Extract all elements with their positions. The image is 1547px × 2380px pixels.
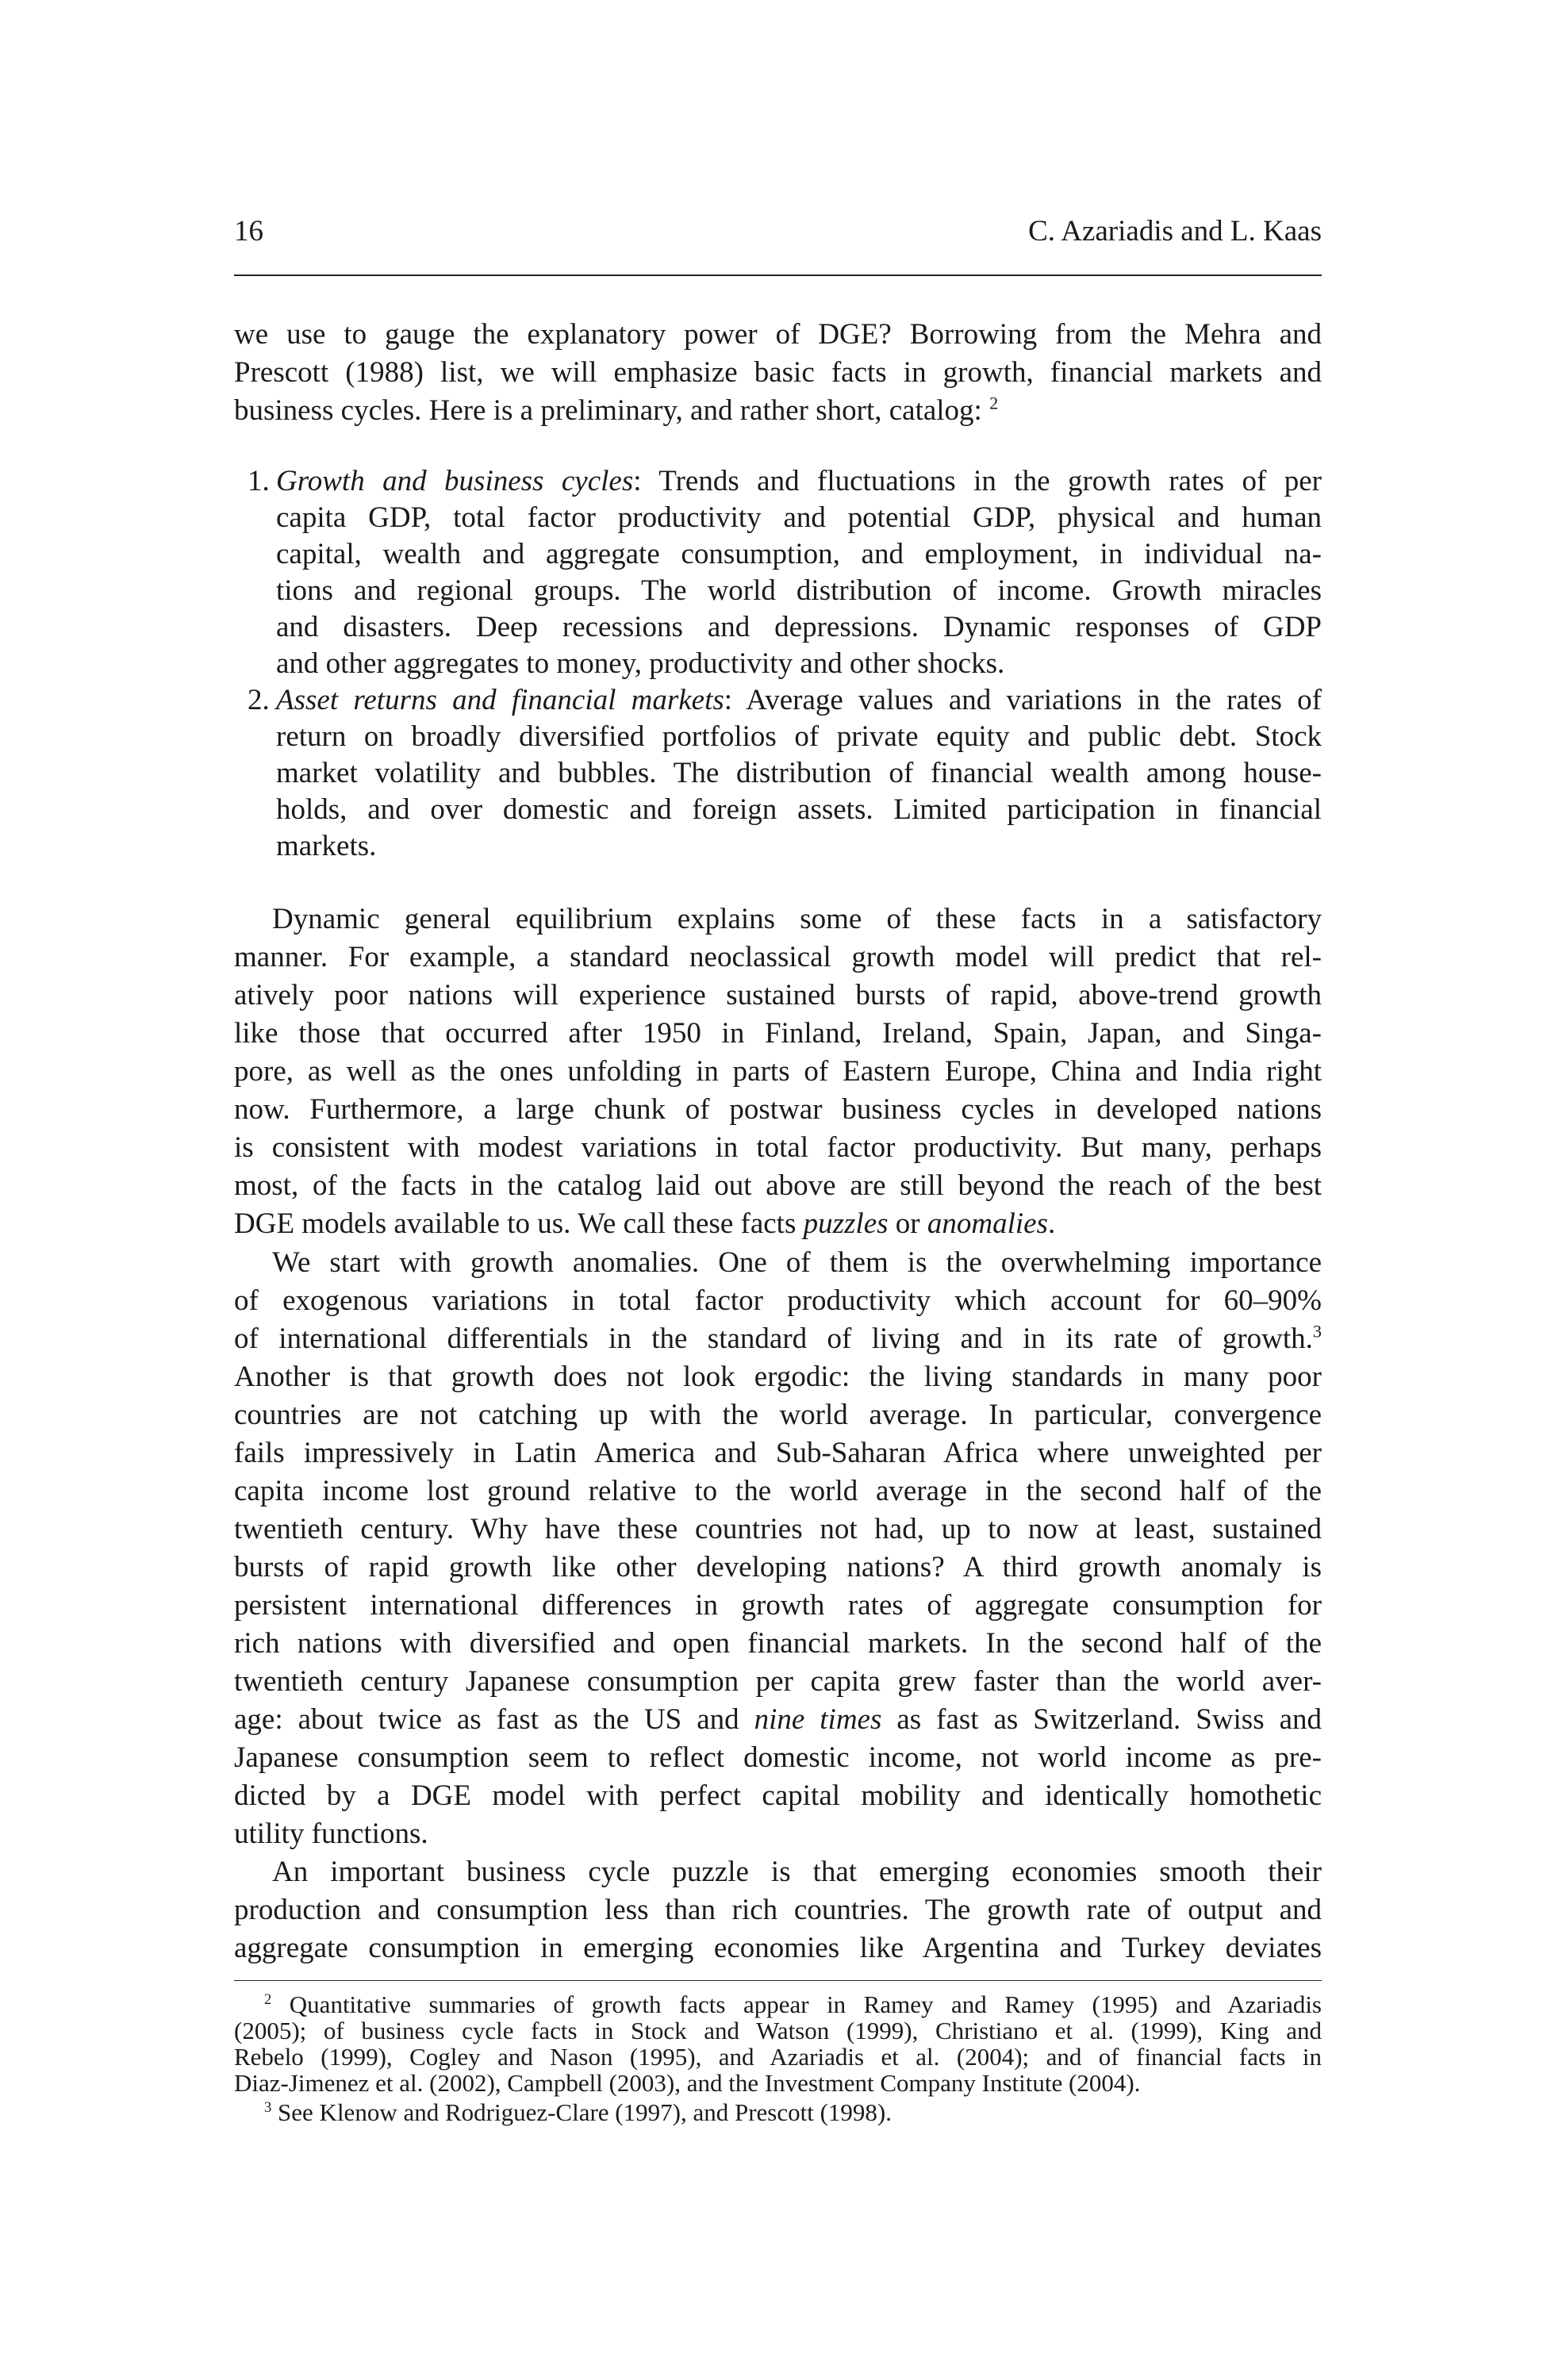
text-line: we use to gauge the explanatory power of DGE? Borrowing from the Mehra and	[234, 318, 1322, 351]
list-number: 1.	[248, 465, 270, 497]
text-segment: business cycles. Here is a preliminary, and rather short, catalog:	[234, 394, 990, 427]
text-line: atively poor nations will experience sustained bursts of rapid, above-trend growth	[234, 979, 1322, 1012]
text-line: holds, and over domestic and foreign assets. Limited participation in financial	[276, 793, 1322, 826]
text-line: We start with growth anomalies. One of them is the overwhelming importance	[272, 1246, 1322, 1279]
list-item-asset-returns	[248, 682, 1322, 865]
text-line: of exogenous variations in total factor productivity which account for 60–90%	[234, 1284, 1322, 1317]
text-line: bursts of rapid growth like other developing nations? A third growth anomaly is	[234, 1551, 1322, 1583]
text-segment: See Klenow and Rodriguez-Clare (1997), and Prescott (1998).	[271, 2098, 892, 2126]
text-line	[276, 682, 1322, 719]
text-segment: or	[888, 1207, 927, 1240]
footnote-rule	[234, 1980, 1322, 1981]
text-line: aggregate consumption in emerging economies like Argentina and Turkey deviates	[234, 1932, 1322, 1964]
italic-text: Growth and business cycles	[276, 465, 634, 497]
text-segment: of international differentials in the standard of living and in its rate of growth.	[234, 1322, 1313, 1355]
text-line: and disasters. Deep recessions and depressions. Dynamic responses of GDP	[276, 611, 1322, 643]
text-line	[234, 1320, 1322, 1358]
text-segment: Quantitative summaries of growth facts appear in Ramey and Ramey (1995) and Azariadis	[271, 1990, 1322, 2018]
text-line: markets.	[276, 830, 377, 862]
text-line: most, of the facts in the catalog laid out above are still beyond the reach of the best	[234, 1169, 1322, 1202]
text-line: Diaz-Jimenez et al. (2002), Campbell (2003), and the Investment Company Institute (2004).	[234, 2069, 1141, 2097]
text-line: market volatility and bubbles. The distribution of financial wealth among house-	[276, 757, 1322, 789]
text-line: (2005); of business cycle facts in Stock and Watson (1999), Christiano et al. (1999), King and	[234, 2017, 1322, 2044]
paragraph-dynamic-equilibrium	[234, 900, 1322, 1243]
running-header-authors: C. Azariadis and L. Kaas	[1028, 215, 1322, 248]
text-line: pore, as well as the ones unfolding in parts of Eastern Europe, China and India right	[234, 1055, 1322, 1088]
paragraph-growth-anomalies	[234, 1244, 1322, 1853]
text-line: and other aggregates to money, productivity and other shocks.	[276, 647, 1005, 680]
text-line	[276, 463, 1322, 500]
text-line: fails impressively in Latin America and Sub-Saharan Africa where unweighted per	[234, 1437, 1322, 1469]
text-line: twentieth century Japanese consumption per capita grew faster than the world aver-	[234, 1665, 1322, 1698]
text-line	[234, 1205, 1322, 1243]
footnote-marker: 3	[1312, 1321, 1322, 1342]
italic-text: anomalies	[927, 1207, 1048, 1240]
header-rule	[234, 274, 1322, 276]
paragraph-business-cycle-puzzle	[234, 1853, 1322, 1967]
footnote-marker: 3	[264, 2098, 272, 2116]
text-segment: .	[1047, 1207, 1056, 1240]
text-line: rich nations with diversified and open financial markets. In the second half of the	[234, 1627, 1322, 1660]
text-line: production and consumption less than rich countries. The growth rate of output and	[234, 1894, 1322, 1926]
text-line: twentieth century. Why have these countries not had, up to now at least, sustained	[234, 1513, 1322, 1545]
italic-text: Asset returns and financial markets	[276, 684, 724, 716]
text-line: Japanese consumption seem to reflect domestic income, not world income as pre-	[234, 1741, 1322, 1774]
text-line	[234, 1991, 1322, 2017]
text-line: persistent international differences in growth rates of aggregate consumption for	[234, 1589, 1322, 1622]
text-line: return on broadly diversified portfolios of private equity and public debt. Stock	[276, 720, 1322, 753]
page-number: 16	[234, 215, 263, 248]
text-line: manner. For example, a standard neoclassical growth model will predict that rel-	[234, 941, 1322, 973]
footnote-marker: 2	[989, 393, 999, 413]
italic-text: nine times	[754, 1703, 882, 1736]
text-line: countries are not catching up with the world average. In particular, convergence	[234, 1399, 1322, 1431]
list-item-growth	[248, 463, 1322, 682]
text-segment: as fast as Switzerland. Swiss and	[881, 1703, 1322, 1736]
list-number: 2.	[248, 684, 270, 716]
text-line: capita income lost ground relative to the world average in the second half of the	[234, 1475, 1322, 1507]
text-line	[234, 2099, 1322, 2125]
text-line: dicted by a DGE model with perfect capital mobility and identically homothetic	[234, 1779, 1322, 1812]
text-line: like those that occurred after 1950 in Finland, Ireland, Spain, Japan, and Singa-	[234, 1017, 1322, 1050]
text-line: Dynamic general equilibrium explains some of these facts in a satisfactory	[272, 903, 1322, 935]
italic-text: puzzles	[803, 1207, 889, 1240]
text-line: is consistent with modest variations in total factor productivity. But many, perhaps	[234, 1131, 1322, 1164]
footnote-marker: 2	[264, 1990, 272, 2008]
text-line: utility functions.	[234, 1818, 428, 1850]
text-line: Rebelo (1999), Cogley and Nason (1995), and Azariadis et al. (2004); and of financial facts in	[234, 2043, 1322, 2071]
text-segment: : Average values and variations in the rates of	[724, 684, 1322, 716]
text-line: Another is that growth does not look ergodic: the living standards in many poor	[234, 1361, 1322, 1393]
text-line: tions and regional groups. The world distribution of income. Growth miracles	[276, 574, 1322, 607]
text-line: capital, wealth and aggregate consumption, and employment, in individual na-	[276, 538, 1322, 570]
text-line: An important business cycle puzzle is that emerging economies smooth their	[272, 1856, 1322, 1888]
text-segment: DGE models available to us. We call these facts	[234, 1207, 804, 1240]
text-line: capita GDP, total factor productivity and potential GDP, physical and human	[276, 501, 1322, 534]
text-line: now. Furthermore, a large chunk of postwar business cycles in developed nations	[234, 1093, 1322, 1126]
footnote-2	[234, 1991, 1322, 2096]
text-line	[234, 1701, 1322, 1739]
text-line	[234, 392, 1322, 430]
text-segment: : Trends and fluctuations in the growth rates of per	[633, 465, 1322, 497]
footnote-3	[234, 2099, 1322, 2125]
paragraph-intro	[234, 316, 1322, 430]
text-segment: age: about twice as fast as the US and	[234, 1703, 754, 1736]
text-line: Prescott (1988) list, we will emphasize basic facts in growth, financial markets and	[234, 356, 1322, 389]
